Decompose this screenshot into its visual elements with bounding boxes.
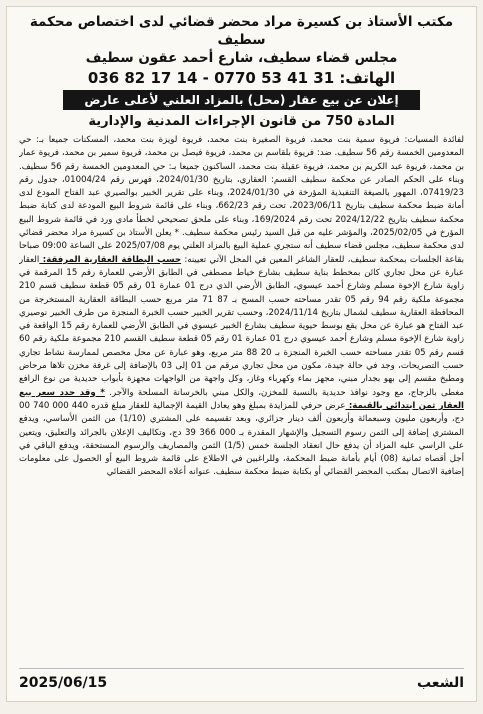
signature: المحضر القضائي (106, 467, 167, 478)
newspaper-name: الشعب (416, 675, 464, 691)
council-line: مجلس قضاء سطيف، شارع أحمد عقون سطيف (85, 50, 398, 66)
phone-label: الهاتف: (334, 69, 396, 87)
paragraph-property: العقار عبارة عن محل تجاري كائن بمخطط بناية سطيف بشارع خياط مصطفى في الطابق الأرضي للعمارة رقم 15 المرقمة في زاوية شارع الإخوة مسلم وشارع أحمد عيسوي، الطابق الأرضي الذي درج 01 عمارة 01 رقم 05 قطعة سطيف قسم 210 مجموعة ملكية رقم 94 رقم 05 تقدر مساحته حسب المسح بـ 87 71 متر مربع حسب البطاقة العقارية المستخرجة من المحافظة العقارية سطيف لشمال بتاريخ 2024/11/14، وحسب تقرير الخبير حسب الخبرة المنجزة من طرف الخبير نوصيري عبد الفتاح هو عبارة عن محل يقع بوسط حيوية سطيف بشارع الخبير عيسوي في الطابق الأرضي للعمارة رقم 15 الواقعة في زاوية شارع الإخوة مسلم وشارع أحمد عيسوي درج 01 عمارة 01 رقم 05 قطعة سطيف القسم 210 مجموعة ملكية رقم 60 قسم رقم 05 تقدر مساحته حسب الخبرة المنجزة بـ 20 88 متر مربع، وهو عبارة عن محل مخصص لممارسة نشاط تجاري حسب التصريحات، وجد في حالة جيدة، مكون من محل تجاري مرقم من 01 إلى 03 بالإضافة إلى غرفة مخزن تلاها مرحاض ومطبخ مقسم إلى بهو بجدار مبني، مجهز بماء وكهرباء وغاز، وكل واجهة من الواجهات مجهزة بأبواب حديدية من نوع الرافع مغطى بالزجاج، مع وجود نوافذ حديدية بالنسبة للمخزن، والكل مبني بالخرسانة المسلحة والآجر. (19, 254, 464, 398)
notice-banner: إعلان عن بيع عقار (محل) بالمزاد العلني لأعلى عارض (63, 90, 420, 110)
legal-notice (6, 6, 477, 702)
notice-footer (19, 668, 464, 691)
paragraph-price: عرض حرفي للمزايدة بمبلغ وهو يعادل القيمة الإجمالية للعقار مبلغ قدره 440 000 740 00 دج، وأربعون مليون وسبعمائة وأربعون ألف دينار جزائري، وبعد تقسيمه على المشتري (1/10) من الثمن الأساسي، ويدفع المشتري إضافة إلى الثمن رسوم التسجيل والإشهار المقدرة بـ 000 366 39 دج، وتكاليف الإعلان بالجرائد والتعليق، ويتعين على الراسي عليه المزاد أن يدفع حال انعقاد الجلسة خمس (1/5) الثمن والمصاريف والرسوم المستحقة، ويدفع الباقي في أجل أقصاه ثمانية (08) أيام بأمانة ضبط المحكمة، وللراغبين في الاطلاع على قائمة شروط البيع أو الحصول على معلومات إضافية الاتصال بمكتب المحضر القضائي أو بكتابة ضبط محكمة سطيف. (19, 400, 464, 478)
notice-header (19, 13, 464, 67)
phone-number: 036 82 17 14 - 0770 53 41 31 (87, 69, 335, 87)
phone-line (19, 68, 464, 88)
paragraph-parties: لفائدة المسيات: فريوة سمية بنت محمد، فريوة الصغيرة بنت محمد، فريوة لويزة بنت محمد، المسكنات جميعا بـ: حي المعدومين الخمسة رقم 56 سطيف. ضد: فريوة بلقاسم بن محمد، فريوة فيصل بن محمد، فريوة سمير بن محمد، فريوة عمار بن محمد، فريوة عبد الكريم بن محمد، فريوة عقيلة بنت محمد، الساكنون جميعا بـ: حي المعدومين الخمسة رقم 56 سطيف. وبناء على الحكم الصادر عن محكمة سطيف القسم: العقاري، بتاريخ 2024/01/30، فهرس رقم 01004/24، جدول رقم 07419/23، المهور بالصيغة التنفيذية المؤرخة في 2024/01/30، وبناء على تقرير الخبير بوالصيري عبد الفتاح المودع لدى أمانة ضبط محكمة سطيف بتاريخ 2023/06/11، تحت رقم 662/23، وبناء على قائمة شروط البيع المودعة لدى كتابة ضبط محكمة سطيف بتاريخ 2024/12/22 تحت رقم 169/2024، وبناء على ملحق تصحيحي لخطأ مادي ورد في قائمة شروط البيع المؤرخ في 2025/02/05، والمؤشر عليه من قبل السيد رئيس محكمة سطيف. * يعلن الأستاذ بن كسيرة مراد محضر قضائي لدى محكمة سطيف، مجلس قضاء سطيف أنه ستجري عملية البيع بالمزاد العلني يوم 2025/07/08 على الساعة 09:00 صباحا بقاعة الجلسات بمحكمة سطيف، للعقار الشاغر المعين في المحل الآتي تعيينه: (19, 135, 464, 265)
paper-note: عنوانه أعلاه (166, 467, 211, 478)
office-line: مكتب الأستاذ بن كسيرة مراد محضر قضائي لدى اختصاص محكمة سطيف (29, 14, 454, 48)
publication-date: 2025/06/15 (19, 675, 108, 691)
highlight-land-registry: حسب البطاقة العقارية المرفقة: (39, 254, 182, 265)
notice-body (19, 134, 464, 659)
highlight-price: * وقد حدد سعر بيع العقار ثمن ابتدائي بالقيمة: (19, 387, 464, 411)
legal-article-title: المادة 750 من قانون الإجراءات المدنية والإدارية (88, 114, 395, 129)
